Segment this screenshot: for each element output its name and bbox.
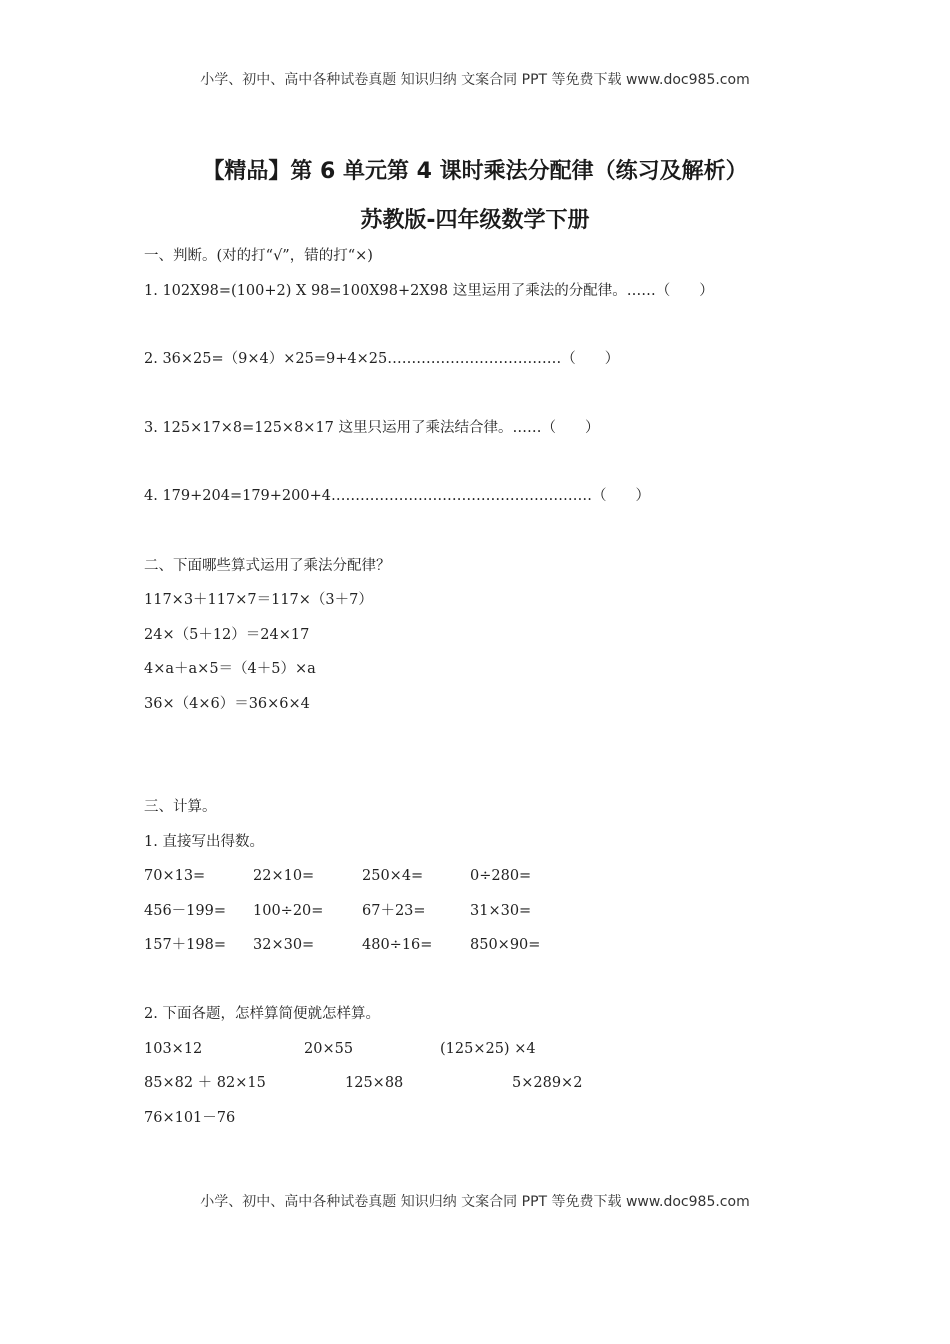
simplify-problem: 20×55 — [304, 1041, 354, 1057]
simplify-problem: (125×25) ×4 — [440, 1041, 536, 1057]
page-header: 小学、初中、高中各种试卷真题 知识归纳 文案合同 PPT 等免费下载 www.doc985.com — [200, 72, 750, 88]
judge-item-1: 1. 102X98=(100+2) X 98=100X98+2X98 这里运用了乘法的分配律。……（ ） — [144, 283, 714, 299]
mental-math-cell: 157＋198= — [144, 937, 227, 953]
judge-item-2: 2. 36×25=（9×4）×25=9+4×25………………………………（ ） — [144, 351, 620, 367]
mental-math-cell: 22×10= — [253, 868, 315, 884]
part2-heading: 2. 下面各题，怎样算简便就怎样算。 — [144, 1006, 380, 1022]
mental-math-cell: 70×13= — [144, 868, 206, 884]
mental-math-cell: 0÷280= — [470, 868, 532, 884]
simplify-problem: 5×289×2 — [512, 1075, 583, 1091]
simplify-problem: 76×101－76 — [144, 1110, 236, 1126]
section2-heading: 二、下面哪些算式运用了乘法分配律？ — [144, 558, 391, 574]
mental-math-cell: 67＋23= — [362, 903, 426, 919]
expression-4: 36×（4×6）＝36×6×4 — [144, 696, 310, 712]
section3-heading: 三、计算。 — [144, 799, 217, 815]
expression-1: 117×3＋117×7＝117×（3＋7） — [144, 592, 373, 608]
judge-item-3: 3. 125×17×8=125×8×17 这里只运用了乘法结合律。……（ ） — [144, 420, 600, 436]
expression-3: 4×a＋a×5＝（4＋5）×a — [144, 661, 316, 677]
section1-heading: 一、判断。(对的打“√”，错的打“×) — [144, 248, 373, 264]
page-footer: 小学、初中、高中各种试卷真题 知识归纳 文案合同 PPT 等免费下载 www.doc985.com — [200, 1194, 750, 1210]
part1-heading: 1. 直接写出得数。 — [144, 834, 264, 850]
mental-math-cell: 31×30= — [470, 903, 532, 919]
mental-math-cell: 456－199= — [144, 903, 227, 919]
mental-math-cell: 32×30= — [253, 937, 315, 953]
simplify-problem: 103×12 — [144, 1041, 203, 1057]
expression-2: 24×（5＋12）＝24×17 — [144, 627, 310, 643]
simplify-problem: 125×88 — [345, 1075, 404, 1091]
mental-math-cell: 100÷20= — [253, 903, 324, 919]
mental-math-cell: 250×4= — [362, 868, 424, 884]
mental-math-cell: 850×90= — [470, 937, 541, 953]
judge-item-4: 4. 179+204=179+200+4………………………………………………（ ） — [144, 488, 650, 504]
simplify-problem: 85×82 ＋ 82×15 — [144, 1075, 266, 1091]
mental-math-cell: 480÷16= — [362, 937, 433, 953]
document-subtitle: 苏教版-四年级数学下册 — [360, 208, 590, 233]
document-title: 【精品】第 6 单元第 4 课时乘法分配律（练习及解析） — [202, 159, 748, 184]
